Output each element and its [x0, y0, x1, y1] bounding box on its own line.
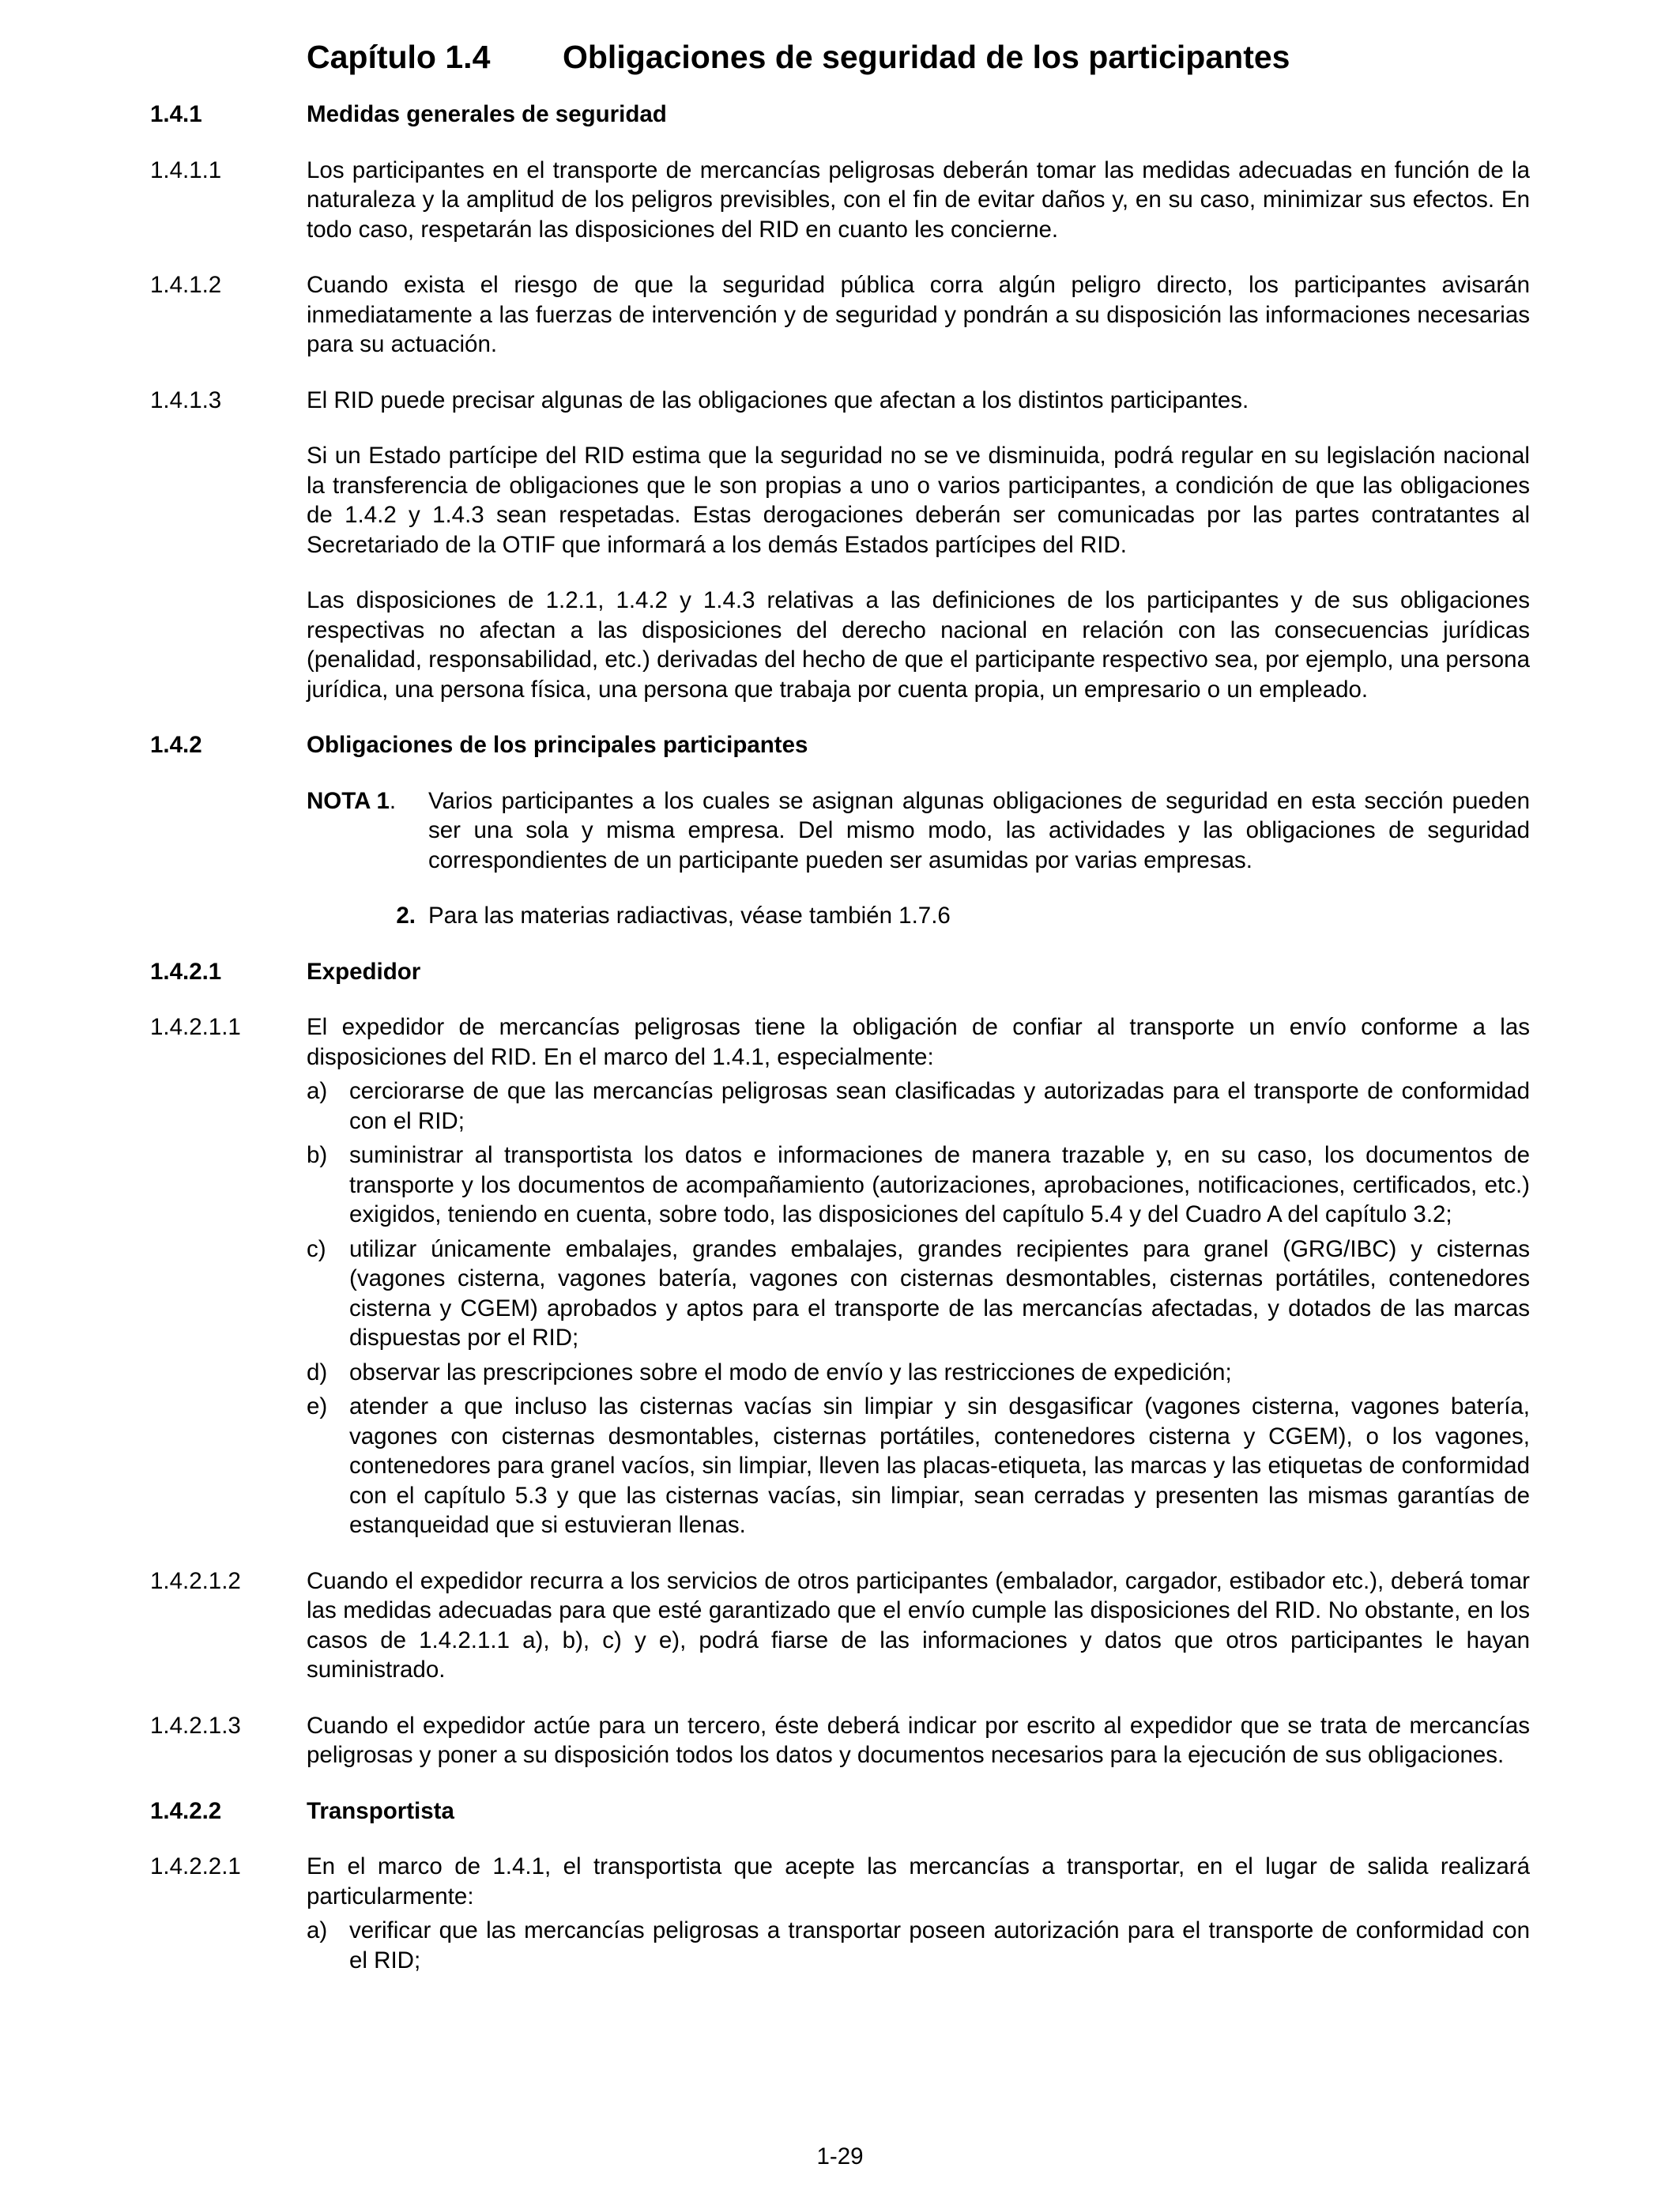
section-title: Expedidor — [307, 958, 421, 985]
list-item — [307, 1916, 1530, 1975]
paragraph-text: Los participantes en el transporte de mercancías peligrosas deberán tomar las medidas adecuadas en función de la naturaleza y la amplitud de los peligros previsibles, con el fin de evitar daños y, en su caso, minimizar sus efectos. En todo caso, respetarán las disposiciones del RID en cuanto les concierne. — [307, 156, 1530, 243]
note-2 — [307, 901, 1530, 931]
paragraph-number: 1.4.2.1.3 — [150, 1712, 241, 1739]
list-item — [307, 1235, 1530, 1353]
list-item-text: observar las prescripciones sobre el modo de envío y las restricciones de expedición; — [349, 1359, 1232, 1385]
paragraph-number: 1.4.1.1 — [150, 156, 222, 183]
list-item-text: suministrar al transportista los datos e informaciones de manera trazable y, en su caso, los documentos de transporte y los documentos de acompañamiento (autorizaciones, aprobaciones, notificaciones, certificados, etc.) exigidos, teniendo en cuenta, sobre todo, las disposiciones del capítulo 5.4 y del Cuadro A del capítulo 3.2; — [349, 1142, 1530, 1227]
paragraph-1-4-1-1 — [150, 156, 1530, 245]
list-item-label: a) — [307, 1917, 328, 1943]
list-item-text: cerciorarse de que las mercancías peligrosas sean clasificadas y autorizadas para el transporte de conformidad con el RID; — [349, 1078, 1530, 1134]
section-title: Medidas generales de seguridad — [307, 101, 667, 127]
paragraph-number: 1.4.1.3 — [150, 386, 222, 413]
chapter-title: Obligaciones de seguridad de los participantes — [563, 39, 1290, 75]
list-item — [307, 1076, 1530, 1136]
paragraph-text: En el marco de 1.4.1, el transportista que acepte las mercancías a transportar, en el lugar de salida realizará particularmente: — [307, 1853, 1530, 1909]
note-text: Para las materias radiactivas, véase también 1.7.6 — [428, 903, 951, 929]
paragraph-text: Cuando el expedidor actúe para un tercero, éste deberá indicar por escrito al expedidor que se trata de mercancías peligrosas y poner a su disposición todos los datos y documentos necesarios para la ejecución de sus obligaciones. — [307, 1712, 1530, 1768]
chapter-number: Capítulo 1.4 — [307, 39, 491, 75]
paragraph-1-4-1-3 — [150, 386, 1530, 416]
paragraph-number: 1.4.2.2.1 — [150, 1853, 241, 1879]
note-label: NOTA 1 — [307, 787, 390, 814]
paragraph-1-4-1-2 — [150, 270, 1530, 360]
section-title: Transportista — [307, 1797, 454, 1824]
section-number: 1.4.2.2 — [150, 1797, 222, 1824]
paragraph-text: El expedidor de mercancías peligrosas tiene la obligación de confiar al transporte un envío conforme a las disposiciones del RID. En el marco del 1.4.1, especialmente: — [307, 1014, 1530, 1070]
section-heading — [150, 100, 1530, 130]
paragraph-1-4-2-2-1 — [150, 1852, 1530, 1911]
list-item-label: c) — [307, 1235, 326, 1262]
section-heading — [150, 730, 1530, 760]
list-item — [307, 1140, 1530, 1230]
list-item — [307, 1392, 1530, 1540]
section-title: Obligaciones de los principales participantes — [307, 732, 808, 758]
list-item — [307, 1358, 1530, 1388]
document-body — [150, 100, 1530, 2001]
chapter-heading — [307, 35, 1290, 79]
paragraph-1-4-2-1-2 — [150, 1566, 1530, 1685]
paragraph-number: 1.4.2.1.1 — [150, 1014, 241, 1040]
paragraph-number: 1.4.1.2 — [150, 272, 222, 298]
list-item-label: d) — [307, 1359, 328, 1385]
list-item-text: verificar que las mercancías peligrosas a transportar poseen autorización para el transporte de conformidad con el RID; — [349, 1917, 1530, 1973]
section-number: 1.4.2 — [150, 732, 202, 758]
list-item-label: e) — [307, 1393, 328, 1419]
list-item-text: atender a que incluso las cisternas vacías sin limpiar y sin desgasificar (vagones cisterna, vagones batería, vagones con cisternas desmontables, cisternas portátiles, contenedores cisterna y CGEM), o los vagones, contenedores para granel vacíos, sin limpiar, lleven las placas-etiqueta, las marcas y las etiquetas de conformidad con el capítulo 5.3 y que las cisternas vacías, sin limpiar, sean cerradas y presenten las mismas garantías de estanqueidad que si estuvieran llenas. — [349, 1393, 1530, 1538]
paragraph-number: 1.4.2.1.2 — [150, 1567, 241, 1594]
paragraph-text: Cuando el expedidor recurra a los servicios de otros participantes (embalador, cargador, estibador etc.), deberá tomar las medidas adecuadas para que esté garantizado que el envío cumple las disposiciones del RID. No obstante, en los casos de 1.4.2.1.1 a), b), c) y e), podrá fiarse de las informaciones y datos que otros participantes le hayan suministrado. — [307, 1567, 1530, 1683]
paragraph-text: El RID puede precisar algunas de las obligaciones que afectan a los distintos participantes. — [307, 386, 1249, 413]
section-number: 1.4.2.1 — [150, 958, 222, 985]
paragraph-continuation: Las disposiciones de 1.2.1, 1.4.2 y 1.4.3 relativas a las definiciones de los participantes y de sus obligaciones respectivas no afectan a las disposiciones del derecho nacional en relación con las consecuencias jurídicas (penalidad, responsabilidad, etc.) derivadas del hecho de que el participante respectivo sea, por ejemplo, una persona jurídica, una persona física, una persona que trabaja por cuenta propia, un empresario o un empleado. — [307, 587, 1530, 703]
note-1: NOTA 1. Varios participantes a los cuales se asignan algunas obligaciones de seguridad en esta sección pueden ser una sola y misma empresa. Del mismo modo, las actividades y las obligaciones de seguridad correspondientes de un participante pueden ser asumidas por varias empresas. — [307, 786, 1530, 876]
section-heading — [150, 1796, 1530, 1826]
note-text: Varios participantes a los cuales se asignan algunas obligaciones de seguridad en esta sección pueden ser una sola y misma empresa. Del mismo modo, las actividades y las obligaciones de seguridad correspondientes de un participante pueden ser asumidas por varias empresas. — [428, 787, 1530, 873]
paragraph-1-4-2-1-1 — [150, 1012, 1530, 1072]
list-item-label: b) — [307, 1142, 328, 1168]
list-item-text: utilizar únicamente embalajes, grandes embalajes, grandes recipientes para granel (GRG/IBC) y cisternas (vagones cisterna, vagones batería, vagones con cisternas desmontables, cisternas portátiles, contenedores cisterna y CGEM) aprobados y aptos para el transporte de las mercancías afectadas, y dotados de las marcas dispuestas por el RID; — [349, 1235, 1530, 1351]
paragraph-1-4-2-1-3 — [150, 1711, 1530, 1770]
note-label: 2. — [396, 903, 416, 929]
paragraph-continuation: Si un Estado partícipe del RID estima que la seguridad no se ve disminuida, podrá regular en su legislación nacional la transferencia de obligaciones que le son propias a uno o varios participantes, a condición de que las obligaciones de 1.4.2 y 1.4.3 sean respetadas. Estas derogaciones deberán ser comunicadas por las partes contratantes al Secretariado de la OTIF que informará a los demás Estados partícipes del RID. — [307, 443, 1530, 558]
paragraph-text: Cuando exista el riesgo de que la seguridad pública corra algún peligro directo, los participantes avisarán inmediatamente a las fuerzas de intervención y de seguridad y pondrán a su disposición las informaciones necesarias para su actuación. — [307, 272, 1530, 357]
section-number: 1.4.1 — [150, 101, 202, 127]
list-item-label: a) — [307, 1078, 328, 1104]
section-heading — [150, 957, 1530, 987]
page-number: 1-29 — [816, 2143, 864, 2169]
